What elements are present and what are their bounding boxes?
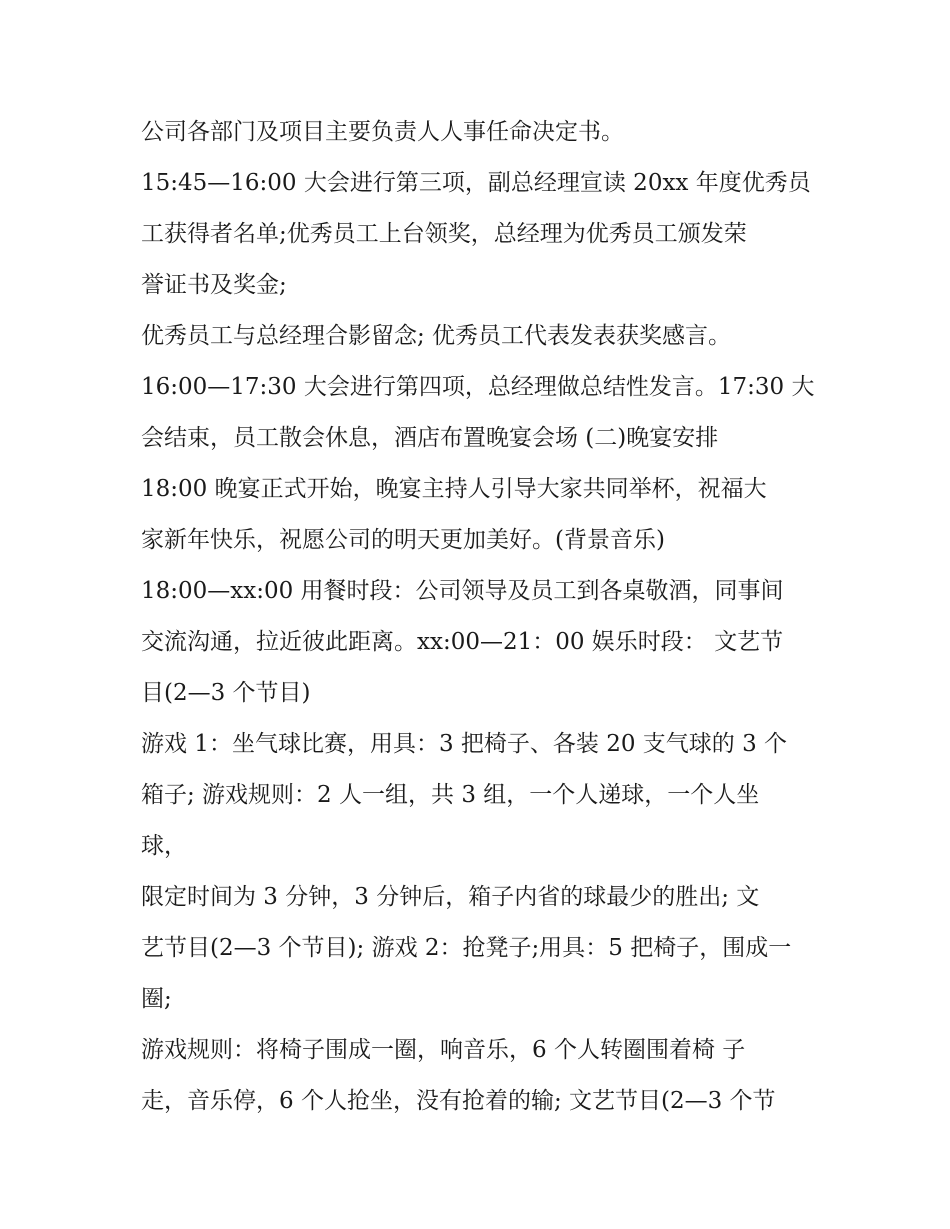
text-line: 15:45—16:00 大会进行第三项，副总经理宣读 20xx 年度优秀员 <box>141 170 811 196</box>
text-line: 18:00 晚宴正式开始，晚宴主持人引导大家共同举杯，祝福大 <box>141 476 767 502</box>
text-line: 游戏 1：坐气球比赛，用具：3 把椅子、各装 20 支气球的 3 个 <box>141 731 788 757</box>
text-line: 圈; <box>141 986 172 1012</box>
text-line: 誉证书及奖金; <box>141 272 287 298</box>
text-line: 16:00—17:30 大会进行第四项，总经理做总结性发言。17:30 大 <box>141 374 815 400</box>
text-line: 目(2—3 个节目) <box>141 680 311 706</box>
text-line: 家新年快乐，祝愿公司的明天更加美好。(背景音乐) <box>141 527 665 553</box>
text-line: 工获得者名单;优秀员工上台领奖，总经理为优秀员工颁发荣 <box>141 221 747 247</box>
text-line: 艺节目(2—3 个节目); 游戏 2：抢凳子;用具：5 把椅子，围成一 <box>141 935 792 961</box>
text-line: 箱子; 游戏规则：2 人一组，共 3 组，一个人递球，一个人坐 <box>141 782 760 808</box>
text-line: 球， <box>141 833 187 859</box>
text-line: 限定时间为 3 分钟，3 分钟后，箱子内省的球最少的胜出; 文 <box>141 884 760 910</box>
text-line: 会结束，员工散会休息，酒店布置晚宴会场 (二)晚宴安排 <box>141 425 719 451</box>
text-line: 游戏规则：将椅子围成一圈，响音乐，6 个人转圈围着椅 子 <box>141 1037 746 1063</box>
text-line: 公司各部门及项目主要负责人人事任命决定书。 <box>141 119 624 145</box>
document-body <box>141 107 821 1127</box>
text-line: 走，音乐停，6 个人抢坐，没有抢着的输; 文艺节目(2—3 个节 <box>141 1088 776 1114</box>
text-line: 交流沟通，拉近彼此距离。xx:00—21：00 娱乐时段： 文艺节 <box>141 629 784 655</box>
text-line: 18:00—xx:00 用餐时段：公司领导及员工到各桌敬酒，同事间 <box>141 578 784 604</box>
text-line: 优秀员工与总经理合影留念; 优秀员工代表发表获奖感言。 <box>141 323 732 349</box>
